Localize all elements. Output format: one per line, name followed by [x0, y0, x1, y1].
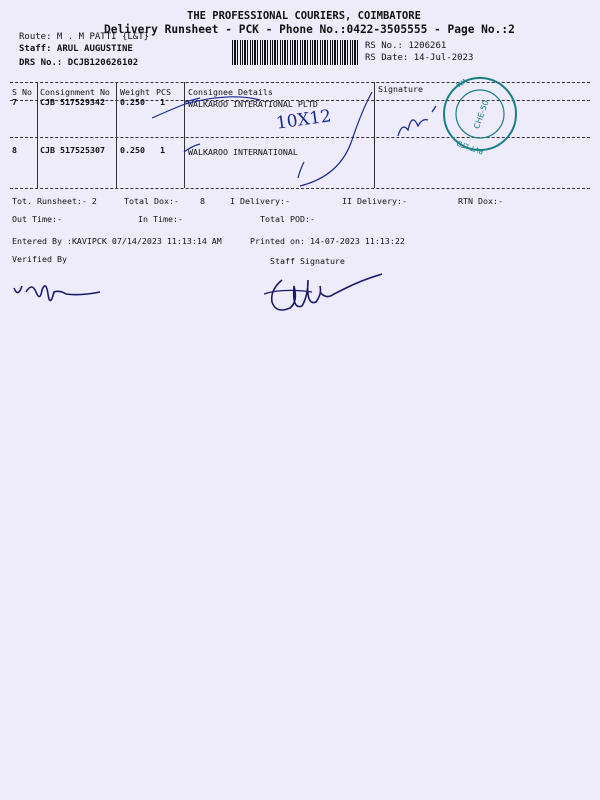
- svg-text:PVT LTD: PVT LTD: [455, 138, 485, 156]
- staff-signature: [262, 266, 392, 326]
- company-title: THE PROFESSIONAL COURIERS, COIMBATORE: [187, 10, 421, 22]
- row-consignment: CJB 517525307: [40, 145, 105, 155]
- verified-by-label: Verified By: [12, 254, 67, 264]
- out-time: Out Time:-: [12, 214, 62, 224]
- printed-on: Printed on: 14-07-2023 11:13:22: [250, 236, 405, 246]
- in-time: In Time:-: [138, 214, 183, 224]
- row-sno: 8: [12, 145, 17, 155]
- company-stamp: [440, 76, 520, 156]
- total-dox-label: Total Dox:-: [124, 196, 179, 206]
- i-delivery: I Delivery:-: [230, 196, 290, 206]
- tot-runsheet: Tot. Runsheet:- 2: [12, 196, 97, 206]
- entered-by: Entered By :KAVIPCK 07/14/2023 11:13:14 AM: [12, 236, 222, 246]
- row-pcs: 1: [160, 97, 165, 107]
- total-pod: Total POD:-: [260, 214, 315, 224]
- total-dox-value: 8: [200, 196, 205, 206]
- staff-label: Staff: ARUL AUGUSTINE: [19, 44, 133, 54]
- row-weight: 0.250: [120, 145, 145, 155]
- col-header-signature: Signature: [378, 84, 423, 94]
- col-header-pcs: PCS: [156, 87, 171, 97]
- svg-text:CHE-50: CHE-50: [472, 99, 491, 131]
- drs-number: DRS No.: DCJB120626102: [19, 58, 139, 68]
- verifier-signature: [10, 272, 120, 322]
- runsheet-subtitle: Delivery Runsheet - PCK - Phone No.:0422-3505555 - Page No.:2: [104, 23, 515, 36]
- row-weight: 0.250: [120, 97, 145, 107]
- rs-date: RS Date: 14-Jul-2023: [365, 53, 474, 63]
- col-header-consignee: Consignee Details: [188, 87, 273, 97]
- row-sno: 7: [12, 97, 17, 107]
- row-consignee: WALKAROO INTERNATIONAL: [188, 147, 298, 157]
- row-consignee: WALKAROO INTERATIONAL PLTD: [188, 99, 318, 109]
- col-header-consignment: Consignment No: [40, 87, 110, 97]
- ii-delivery: II Delivery:-: [342, 196, 407, 206]
- col-header-sno: S No: [12, 87, 32, 97]
- route-label: Route: M . M PATTI {L&T}: [19, 32, 150, 42]
- row-consignment: CJB 517529342: [40, 97, 105, 107]
- row-pcs: 1: [160, 145, 165, 155]
- handwritten-note: 10X12: [274, 106, 333, 134]
- staff-signature-label: Staff Signature: [270, 256, 345, 266]
- rs-number: RS No.: 1206261: [365, 41, 447, 51]
- svg-text:WA: WA: [455, 77, 469, 90]
- col-header-weight: Weight: [120, 87, 150, 97]
- rtn-dox: RTN Dox:-: [458, 196, 503, 206]
